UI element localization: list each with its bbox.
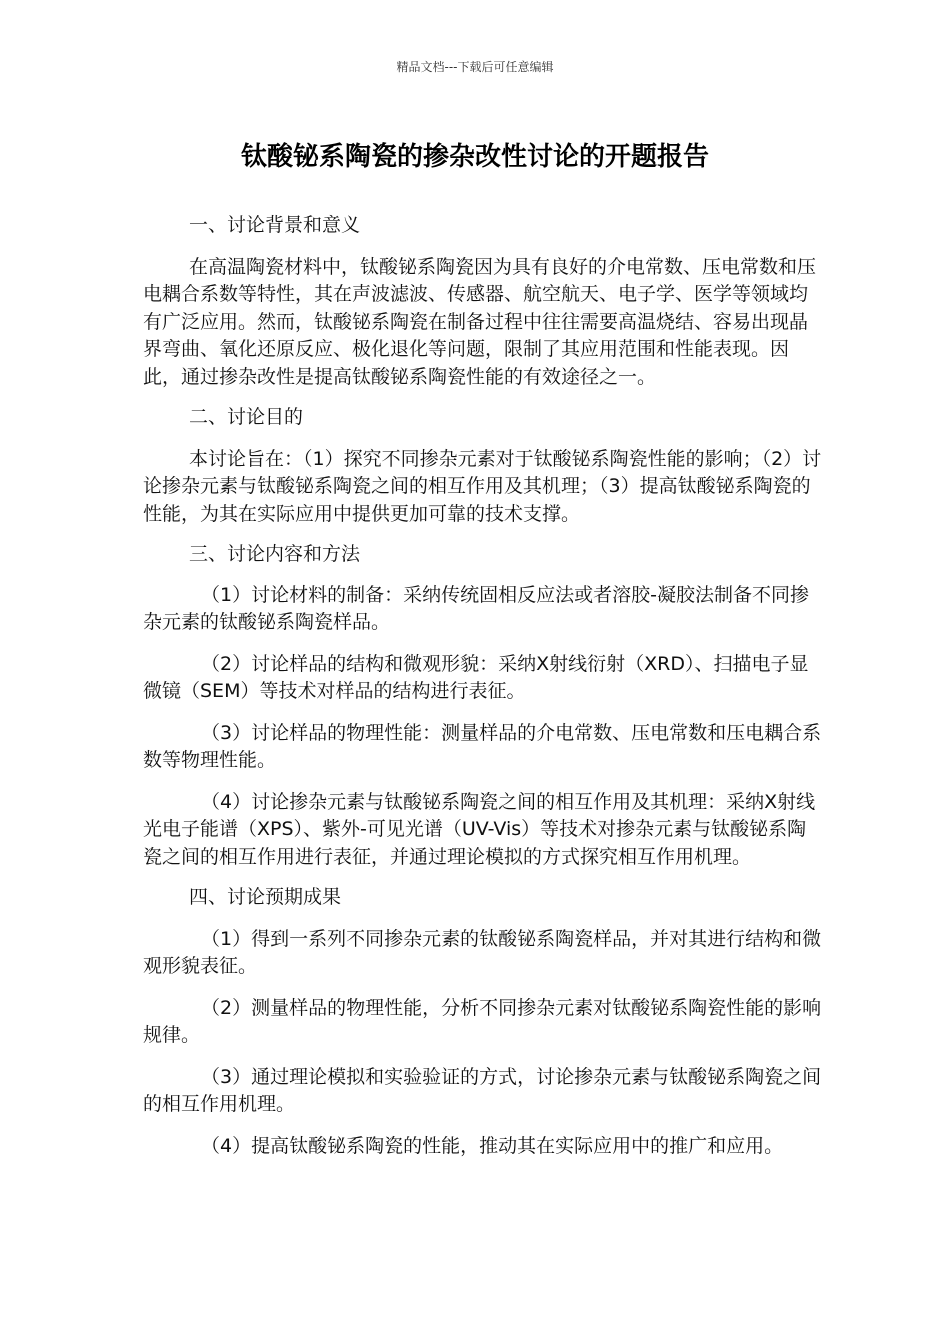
- list-item: （4）提高钛酸铋系陶瓷的性能，推动其在实际应用中的推广和应用。: [201, 1134, 784, 1157]
- list-item: （3）讨论样品的物理性能：测量样品的介电常数、压电常数和压电耦合系数等物理性能。: [143, 721, 822, 771]
- list-item: （2）讨论样品的结构和微观形貌：采纳X射线衍射（XRD）、扫描电子显微镜（SEM）等技术对样品的结构进行表征。: [143, 652, 809, 702]
- page-header: 精品文档---下载后可任意编辑: [396, 60, 554, 74]
- document-title: 钛酸铋系陶瓷的掺杂改性讨论的开题报告: [240, 142, 709, 172]
- section-heading: 四、讨论预期成果: [189, 886, 342, 908]
- list-item: （3）通过理论模拟和实验验证的方式，讨论掺杂元素与钛酸铋系陶瓷之间的相互作用机理。: [143, 1065, 822, 1115]
- body-paragraph: 本讨论旨在：（1）探究不同掺杂元素对于钛酸铋系陶瓷性能的影响；（2）讨论掺杂元素与钛酸铋系陶瓷之间的相互作用及其机理；（3）提高钛酸铋系陶瓷的性能，为其在实际应用中提供更加可靠的技术支撑。: [143, 447, 822, 525]
- list-item: （4）讨论掺杂元素与钛酸铋系陶瓷之间的相互作用及其机理：采纳X射线光电子能谱（XPS）、紫外-可见光谱（UV-Vis）等技术对掺杂元素与钛酸铋系陶瓷之间的相互作用进行表征，并通过理论模拟的方式探究相互作用机理。: [143, 790, 816, 868]
- list-item: （2）测量样品的物理性能，分析不同掺杂元素对钛酸铋系陶瓷性能的影响规律。: [143, 996, 822, 1046]
- list-item: （1）讨论材料的制备：采纳传统固相反应法或者溶胶-凝胶法制备不同掺杂元素的钛酸铋系陶瓷样品。: [143, 583, 809, 633]
- body-paragraph: 在高温陶瓷材料中，钛酸铋系陶瓷因为具有良好的介电常数、压电常数和压电耦合系数等特性，其在声波滤波、传感器、航空航天、电子学、医学等领域均有广泛应用。然而，钛酸铋系陶瓷在制备过程中往往需要高温烧结、容易出现晶界弯曲、氧化还原反应、极化退化等问题，限制了其应用范围和性能表现。因此，通过掺杂改性是提高钛酸铋系陶瓷性能的有效途径之一。: [143, 255, 817, 388]
- section-heading: 三、讨论内容和方法: [189, 543, 361, 565]
- document-body: [143, 212, 823, 1160]
- section-heading: 二、讨论目的: [189, 406, 304, 428]
- section-heading: 一、讨论背景和意义: [189, 214, 361, 236]
- list-item: （1）得到一系列不同掺杂元素的钛酸铋系陶瓷样品，并对其进行结构和微观形貌表征。: [143, 927, 822, 977]
